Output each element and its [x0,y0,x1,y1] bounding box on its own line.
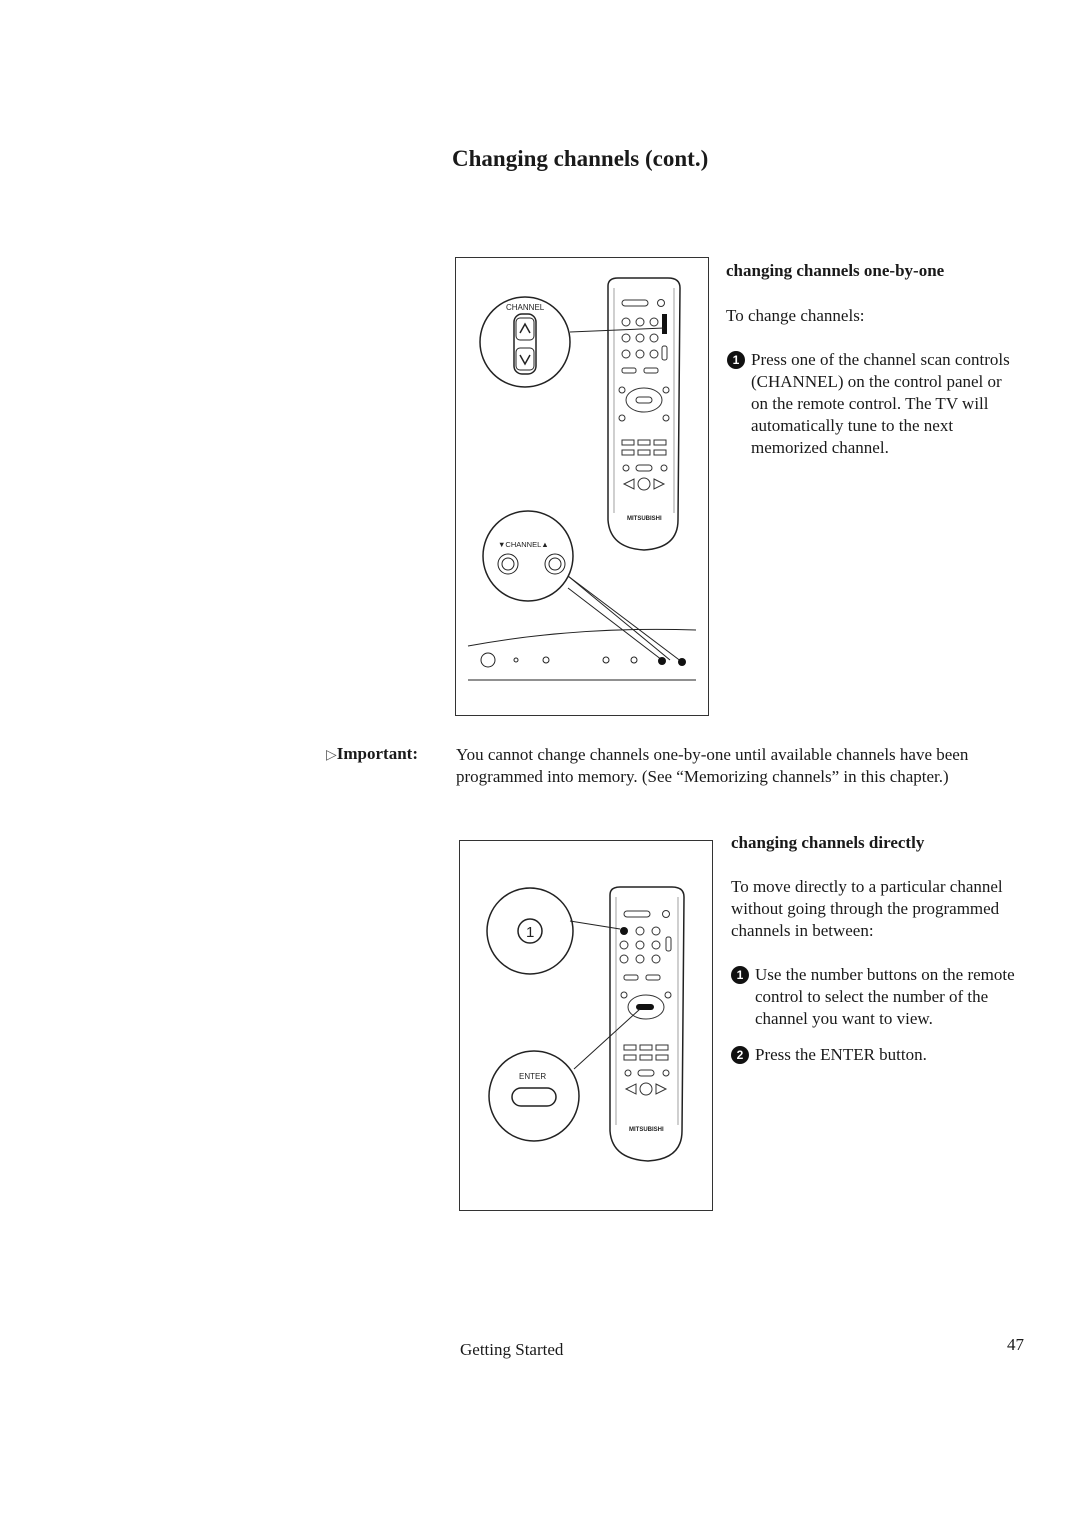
step-number-badge: 2 [731,1046,749,1064]
section2-step-2 [731,1044,1023,1066]
remote-brand-label: MITSUBISHI [627,516,662,522]
enter-zoom-label: ENTER [519,1072,547,1081]
footer-section-name: Getting Started [460,1340,564,1359]
important-label: Important: [336,744,418,763]
number-button-zoom [487,888,620,974]
figure-channel-direct-illustration [460,841,712,1210]
section1-step-1 [727,349,1019,459]
section1-heading: changing channels one-by-one [726,261,945,280]
section2-step-1 [731,964,1023,1030]
page-number: 47 [1007,1335,1024,1354]
remote-control-illustration [610,887,684,1161]
number-zoom-label: 1 [526,924,535,941]
tv-front-panel [468,629,696,680]
step-text: Use the number buttons on the remote control to select the number of the channel you want to view. [755,965,1015,1028]
section2-intro: To move directly to a particular channel without going through the programmed channels in between: [731,877,1003,940]
section1-steps [727,349,1019,459]
figure-channel-scan-illustration [456,258,708,715]
section1-intro: To change channels: [726,306,865,325]
important-note-text: You cannot change channels one-by-one until available channels have been programmed into memory. (See “Memorizing channels” in this chapter.) [456,745,969,786]
section2-steps [731,964,1023,1066]
remote-brand-label: MITSUBISHI [629,1127,664,1133]
page-title: Changing channels (cont.) [452,146,709,171]
remote-control-illustration [608,278,680,550]
step-text: Press one of the channel scan controls (CHANNEL) on the control panel or on the remote control. The TV will automatically tune to the next memorized channel. [751,350,1010,457]
pointer-triangle-icon: ▷ [326,747,337,763]
figure-channel-scan [455,257,709,716]
figure-channel-direct [459,840,713,1211]
step-number-badge: 1 [731,966,749,984]
step-text: Press the ENTER button. [755,1045,927,1064]
panel-zoom-label: ▼CHANNEL▲ [498,540,549,549]
section2-heading: changing channels directly [731,833,925,852]
step-number-badge: 1 [727,351,745,369]
important-note-label [326,744,418,764]
channel-zoom-label: CHANNEL [506,303,545,312]
